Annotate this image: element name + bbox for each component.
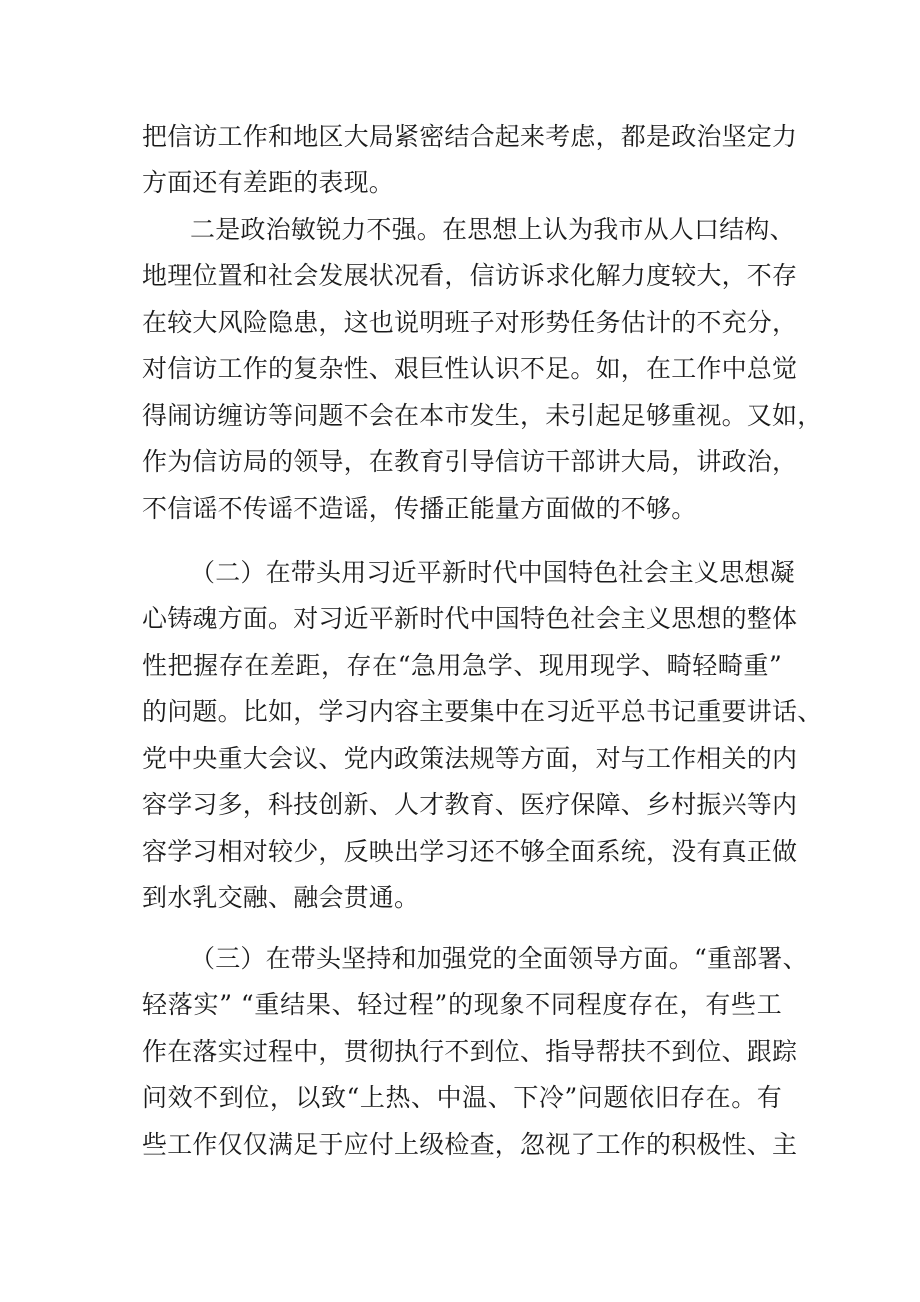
body-text-line: 把信访工作和地区大局紧密结合起来考虑，都是政治坚定力 [142, 122, 798, 151]
body-text-line: 轻落实” “重结果、轻过程”的现象不同程度存在，有些工 [142, 990, 782, 1019]
body-text-line: 些工作仅仅满足于应付上级检查，忽视了工作的积极性、主 [142, 1130, 798, 1159]
body-text-line: 性把握存在差距，存在“急用急学、现用现学、畸轻畸重” [142, 651, 782, 680]
body-text-line: 到水乳交融、融会贯通。 [142, 883, 420, 912]
body-text-line: 党中央重大会议、党内政策法规等方面，对与工作相关的内 [142, 744, 798, 773]
body-text-line: 对信访工作的复杂性、艰巨性认识不足。如，在工作中总觉 [142, 354, 798, 383]
section-heading-line: （二）在带头用习近平新时代中国特色社会主义思想凝 [190, 558, 795, 587]
body-text-line: 容学习相对较少，反映出学习还不够全面系统，没有真正做 [142, 837, 798, 866]
body-text-line: 容学习多，科技创新、人才教育、医疗保障、乡村振兴等内 [142, 790, 798, 819]
body-text-line: 不信谣不传谣不造谣，传播正能量方面做的不够。 [142, 494, 697, 523]
body-text-line: 地理位置和社会发展状况看，信访诉求化解力度较大，不存 [142, 261, 798, 290]
body-text-line: 方面还有差距的表现。 [142, 168, 395, 197]
body-text-line: 的问题。比如，学习内容主要集中在习近平总书记重要讲话、 [142, 697, 823, 726]
section-heading-line: （三）在带头坚持和加强党的全面领导方面。“重部署、 [190, 944, 808, 973]
paragraph-first-line: 二是政治敏锐力不强。在思想上认为我市从人口结构、 [190, 215, 795, 244]
body-text-line: 心铸魂方面。对习近平新时代中国特色社会主义思想的整体 [142, 604, 798, 633]
body-text-line: 在较大风险隐患，这也说明班子对形势任务估计的不充分， [142, 308, 798, 337]
body-text-line: 得闹访缠访等问题不会在本市发生，未引起足够重视。又如， [142, 401, 823, 430]
body-text-line: 作为信访局的领导，在教育引导信访干部讲大局，讲政治， [142, 447, 798, 476]
body-text-line: 问效不到位，以致“上热、中温、下冷”问题依旧存在。有 [142, 1083, 782, 1112]
body-text-line: 作在落实过程中，贯彻执行不到位、指导帮扶不到位、跟踪 [142, 1037, 798, 1066]
